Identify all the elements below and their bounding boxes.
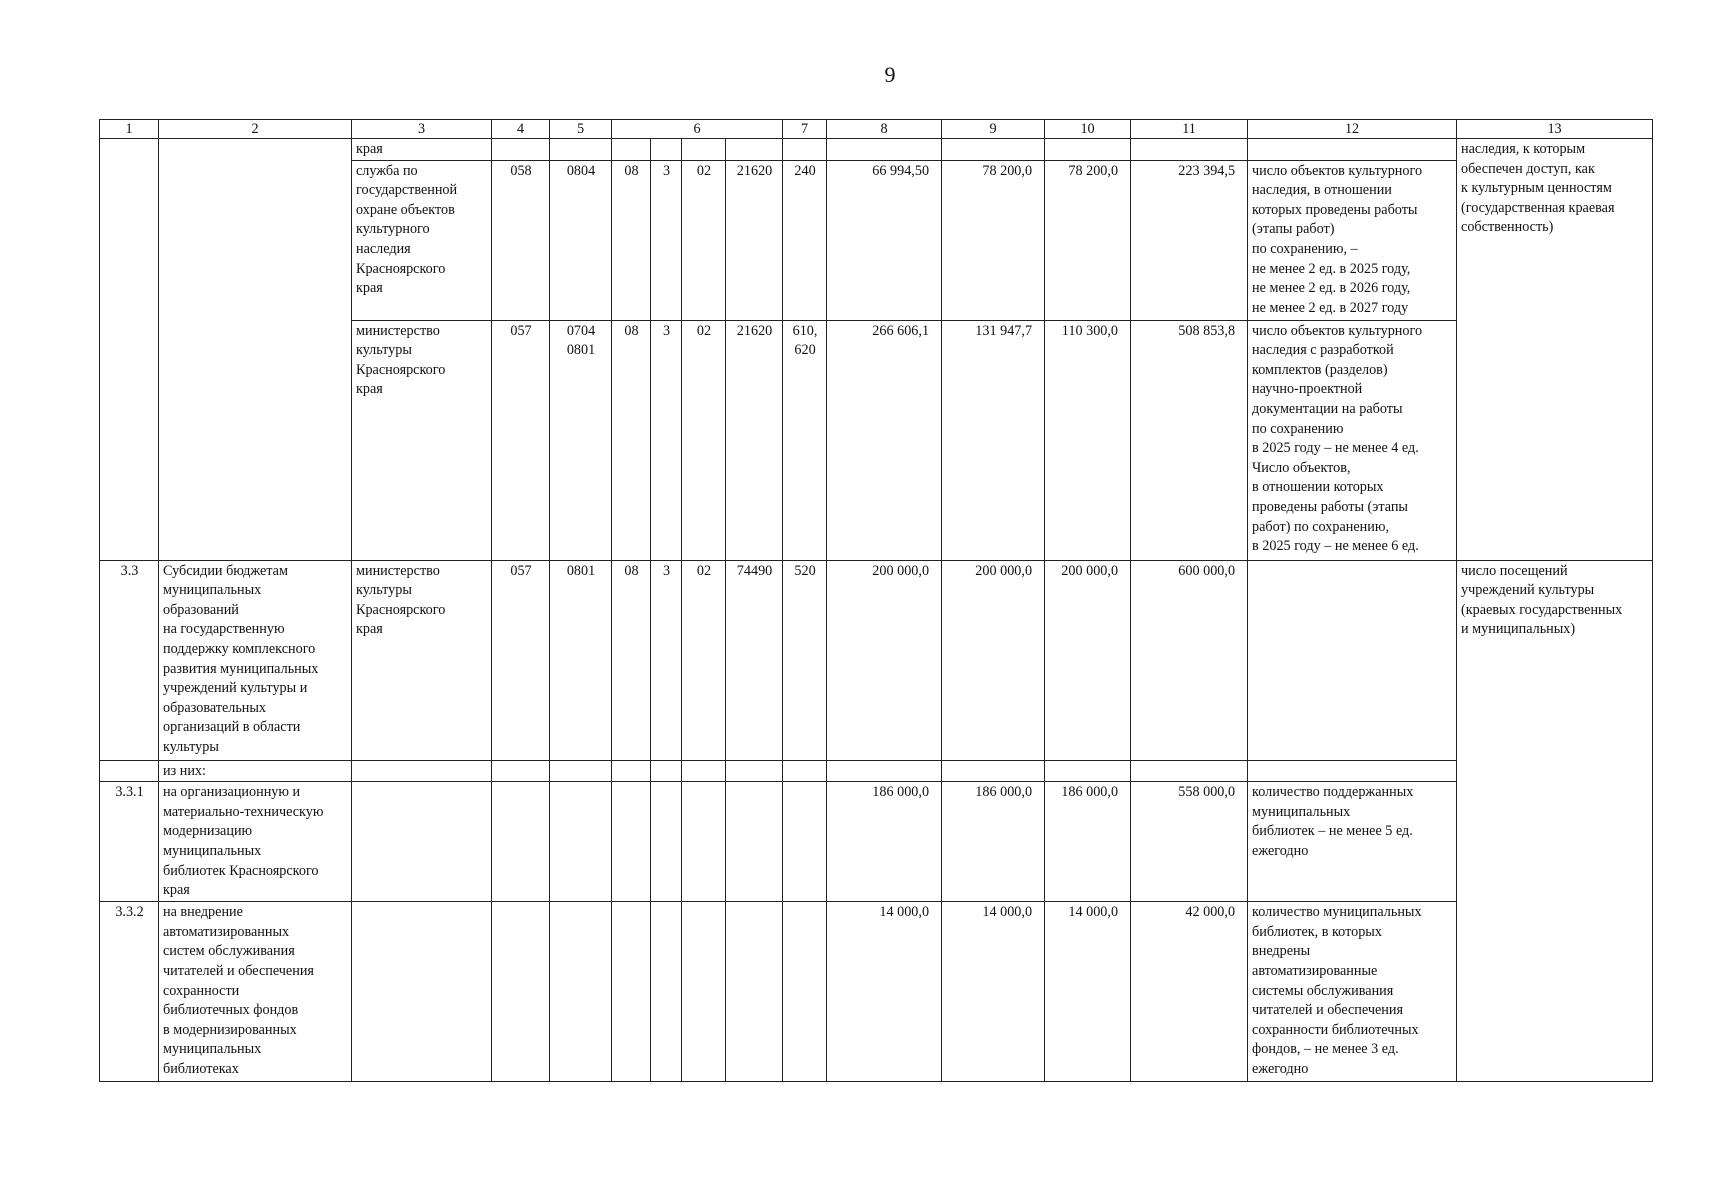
cell (827, 760, 942, 782)
cell: 057 (492, 560, 550, 760)
cell: 02 (682, 320, 726, 560)
cell: 058 (492, 160, 550, 320)
cell: 186 000,0 (827, 782, 942, 902)
cell: служба по государственной охране объектов культурного наследия Красноярского края (352, 160, 492, 320)
cell: 02 (682, 560, 726, 760)
cell: 78 200,0 (1045, 160, 1131, 320)
cell: 14 000,0 (1045, 902, 1131, 1082)
cell (942, 760, 1045, 782)
header-cell: 4 (492, 120, 550, 139)
cell: на внедрение автоматизированных систем обслуживания читателей и обеспечения сохранности библиотечных фондов в модернизированных муниципальных библиотеках (159, 902, 352, 1082)
cell (1045, 139, 1131, 161)
cell: 200 000,0 (1045, 560, 1131, 760)
cell (783, 902, 827, 1082)
cell: из них: (159, 760, 352, 782)
header-cell: 11 (1131, 120, 1248, 139)
cell (352, 782, 492, 902)
header-cell: 10 (1045, 120, 1131, 139)
cell: 02 (682, 160, 726, 320)
cell (352, 902, 492, 1082)
cell (1248, 139, 1457, 161)
cell: 558 000,0 (1131, 782, 1248, 902)
cell: 21620 (726, 160, 783, 320)
table-row (100, 560, 1653, 760)
cell: министерство культуры Красноярского края (352, 560, 492, 760)
cell (827, 139, 942, 161)
cell: 266 606,1 (827, 320, 942, 560)
cell (682, 760, 726, 782)
cell (726, 902, 783, 1082)
cell (1131, 760, 1248, 782)
cell (726, 782, 783, 902)
cell: количество муниципальных библиотек, в которых внедрены автоматизированные системы обслуживания читателей и обеспечения сохранности библиотечных фондов, – не менее 3 ед. ежегодно (1248, 902, 1457, 1082)
cell (783, 760, 827, 782)
header-row (100, 120, 1653, 139)
cell (612, 139, 651, 161)
cell (783, 782, 827, 902)
cell: 600 000,0 (1131, 560, 1248, 760)
cell: 3 (651, 160, 682, 320)
cell (550, 760, 612, 782)
cell: 0801 (550, 560, 612, 760)
header-cell: 6 (612, 120, 783, 139)
cell (492, 139, 550, 161)
cell: количество поддержанных муниципальных библиотек – не менее 5 ед. ежегодно (1248, 782, 1457, 902)
header-cell: 2 (159, 120, 352, 139)
cell: 21620 (726, 320, 783, 560)
cell: 200 000,0 (942, 560, 1045, 760)
program-table (99, 119, 1653, 1082)
cell (550, 139, 612, 161)
cell: число посещений учреждений культуры (краевых государственных и муниципальных) (1457, 560, 1653, 1082)
cell (682, 139, 726, 161)
cell: 74490 (726, 560, 783, 760)
cell (783, 139, 827, 161)
cell: 186 000,0 (942, 782, 1045, 902)
header-cell: 7 (783, 120, 827, 139)
cell: 200 000,0 (827, 560, 942, 760)
cell: 3 (651, 320, 682, 560)
cell: 0704 0801 (550, 320, 612, 560)
cell: 3 (651, 560, 682, 760)
cell (612, 902, 651, 1082)
cell (492, 782, 550, 902)
header-cell: 3 (352, 120, 492, 139)
cell: 131 947,7 (942, 320, 1045, 560)
cell: наследия, к которым обеспечен доступ, как к культурным ценностям (государственная краевая собственность) (1457, 139, 1653, 561)
table-row (100, 139, 1653, 161)
cell: 78 200,0 (942, 160, 1045, 320)
cell: 08 (612, 560, 651, 760)
cell: 240 (783, 160, 827, 320)
cell (352, 760, 492, 782)
cell (159, 139, 352, 561)
cell (726, 760, 783, 782)
cell: 14 000,0 (942, 902, 1045, 1082)
cell: 42 000,0 (1131, 902, 1248, 1082)
cell: 08 (612, 320, 651, 560)
cell: число объектов культурного наследия с разработкой комплектов (разделов) научно-проектной документации на работы по сохранению в 2025 году – не менее 4 ед. Число объектов, в отношении которых проведены работы (этапы работ) по сохранению, в 2025 году – не менее 6 ед. (1248, 320, 1457, 560)
cell: 057 (492, 320, 550, 560)
cell: 0804 (550, 160, 612, 320)
cell: 08 (612, 160, 651, 320)
cell (651, 782, 682, 902)
cell: 186 000,0 (1045, 782, 1131, 902)
cell (651, 139, 682, 161)
cell: 66 994,50 (827, 160, 942, 320)
cell (1045, 760, 1131, 782)
cell: 110 300,0 (1045, 320, 1131, 560)
cell (100, 139, 159, 561)
table-row (100, 782, 1653, 902)
header-cell: 13 (1457, 120, 1653, 139)
header-cell: 8 (827, 120, 942, 139)
header-cell: 12 (1248, 120, 1457, 139)
cell (550, 782, 612, 902)
cell: 610, 620 (783, 320, 827, 560)
cell (492, 760, 550, 782)
cell (1248, 760, 1457, 782)
cell (612, 782, 651, 902)
cell (100, 760, 159, 782)
cell: 3.3.2 (100, 902, 159, 1082)
cell: 223 394,5 (1131, 160, 1248, 320)
cell: 3.3.1 (100, 782, 159, 902)
cell (1248, 560, 1457, 760)
cell: на организационную и материально-техническую модернизацию муниципальных библиотек Красноярского края (159, 782, 352, 902)
cell: 14 000,0 (827, 902, 942, 1082)
cell (651, 902, 682, 1082)
header-cell: 9 (942, 120, 1045, 139)
cell (651, 760, 682, 782)
cell: министерство культуры Красноярского края (352, 320, 492, 560)
cell (726, 139, 783, 161)
page-number: 9 (884, 62, 896, 87)
cell: 520 (783, 560, 827, 760)
cell (682, 902, 726, 1082)
header-cell: 5 (550, 120, 612, 139)
cell: 3.3 (100, 560, 159, 760)
cell (612, 760, 651, 782)
cell (1131, 139, 1248, 161)
cell (550, 902, 612, 1082)
table-row (100, 760, 1653, 782)
cell (942, 139, 1045, 161)
table-row (100, 902, 1653, 1082)
cell: Субсидии бюджетам муниципальных образований на государственную поддержку комплексного развития муниципальных учреждений культуры и образовательных организаций в области культуры (159, 560, 352, 760)
header-cell: 1 (100, 120, 159, 139)
cell: число объектов культурного наследия, в отношении которых проведены работы (этапы работ) по сохранению, – не менее 2 ед. в 2025 году, не менее 2 ед. в 2026 году, не менее 2 ед. в 2027 году (1248, 160, 1457, 320)
cell (682, 782, 726, 902)
cell (492, 902, 550, 1082)
cell: 508 853,8 (1131, 320, 1248, 560)
cell: края (352, 139, 492, 161)
